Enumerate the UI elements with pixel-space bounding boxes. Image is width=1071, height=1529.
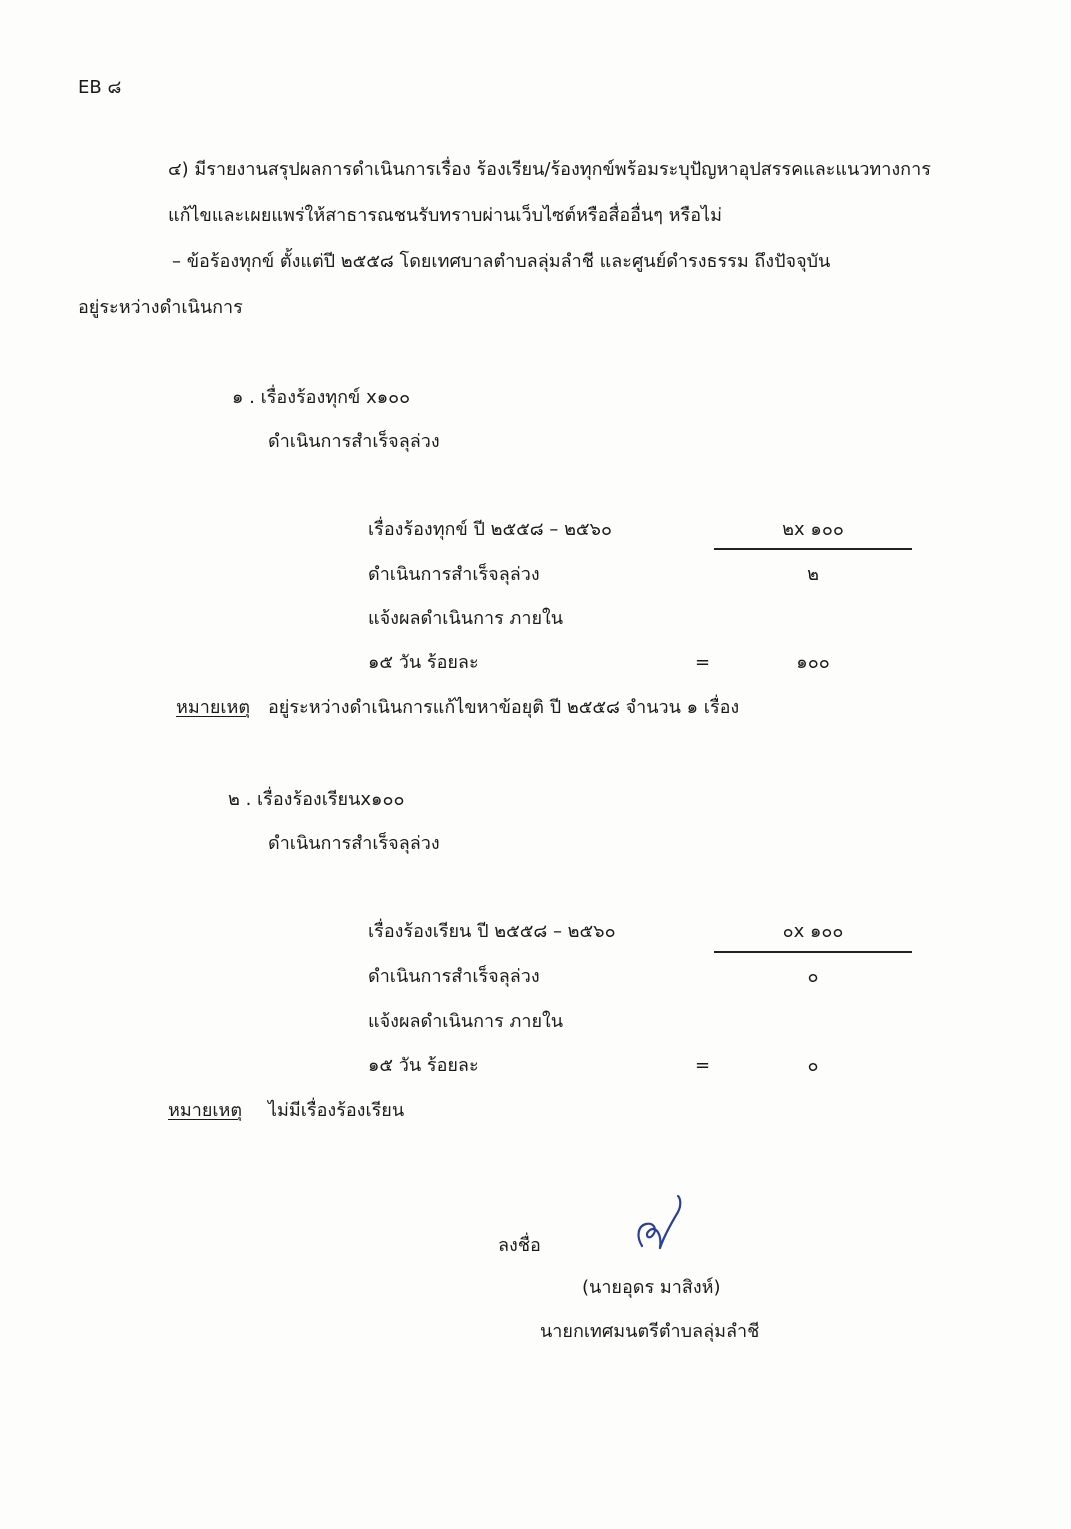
section1-fraction-bar bbox=[714, 548, 912, 550]
section1-formula-denominator-value: ๒ bbox=[807, 564, 819, 585]
signer-name: (นายอุดร มาสิงห์) bbox=[582, 1277, 721, 1298]
section1-heading: ๑ . เรื่องร้องทุกข์ x๑๐๐ bbox=[232, 387, 411, 408]
intro-line-3: – ข้อร้องทุกข์ ตั้งแต่ปี ๒๕๕๘ โดยเทศบาลตำบลลุ่มลำชี และศูนย์ดำรงธรรม ถึงปัจจุบัน bbox=[172, 251, 831, 272]
signer-position: นายกเทศมนตรีตำบลลุ่มลำชี bbox=[540, 1321, 760, 1342]
section1-formula-row4: ๑๕ วัน ร้อยละ bbox=[368, 652, 479, 673]
section1-subheading: ดำเนินการสำเร็จลุล่วง bbox=[268, 431, 440, 452]
section2-formula-denominator-label: ดำเนินการสำเร็จลุล่วง bbox=[368, 966, 540, 987]
section2-heading: ๒ . เรื่องร้องเรียนx๑๐๐ bbox=[228, 789, 405, 810]
section2-subheading: ดำเนินการสำเร็จลุล่วง bbox=[268, 833, 440, 854]
section2-fraction-bar bbox=[714, 951, 912, 953]
section1-equals-sign: = bbox=[695, 652, 711, 673]
section1-formula-numerator-value: ๒x ๑๐๐ bbox=[782, 519, 844, 540]
section2-formula-row3: แจ้งผลดำเนินการ ภายใน bbox=[368, 1011, 564, 1032]
section1-note-label: หมายเหตุ bbox=[176, 697, 251, 718]
intro-line-2: แก้ไขและเผยแพร่ให้สาธารณชนรับทราบผ่านเว็บไซต์หรือสื่ออื่นๆ หรือไม่ bbox=[168, 205, 722, 226]
section2-result: ๐ bbox=[807, 1055, 819, 1076]
intro-line-4: อยู่ระหว่างดำเนินการ bbox=[78, 297, 243, 318]
section1-formula-row3: แจ้งผลดำเนินการ ภายใน bbox=[368, 608, 564, 629]
section1-result: ๑๐๐ bbox=[796, 652, 830, 673]
section2-formula-numerator-label: เรื่องร้องเรียน ปี ๒๕๕๘ – ๒๕๖๐ bbox=[368, 921, 616, 942]
section2-note-label: หมายเหตุ bbox=[168, 1100, 243, 1121]
sign-label: ลงชื่อ bbox=[498, 1235, 541, 1256]
intro-line-1: ๔) มีรายงานสรุปผลการดำเนินการเรื่อง ร้องเรียน/ร้องทุกข์พร้อมระบุปัญหาอุปสรรคและแนวทางการ bbox=[168, 159, 931, 180]
section1-formula-numerator-label: เรื่องร้องทุกข์ ปี ๒๕๕๘ – ๒๕๖๐ bbox=[368, 519, 612, 540]
section2-equals-sign: = bbox=[695, 1055, 711, 1076]
section2-note-text: ไม่มีเรื่องร้องเรียน bbox=[268, 1100, 405, 1121]
section2-formula-row4: ๑๕ วัน ร้อยละ bbox=[368, 1055, 479, 1076]
section2-formula-numerator-value: ๐x ๑๐๐ bbox=[782, 921, 844, 942]
section1-formula-denominator-label: ดำเนินการสำเร็จลุล่วง bbox=[368, 564, 540, 585]
handwritten-signature bbox=[628, 1190, 698, 1262]
section1-note-text: อยู่ระหว่างดำเนินการแก้ไขหาข้อยุติ ปี ๒๕๕๘ จำนวน ๑ เรื่อง bbox=[268, 697, 740, 718]
section2-formula-denominator-value: ๐ bbox=[807, 966, 819, 987]
document-code: EB ๘ bbox=[78, 77, 122, 98]
